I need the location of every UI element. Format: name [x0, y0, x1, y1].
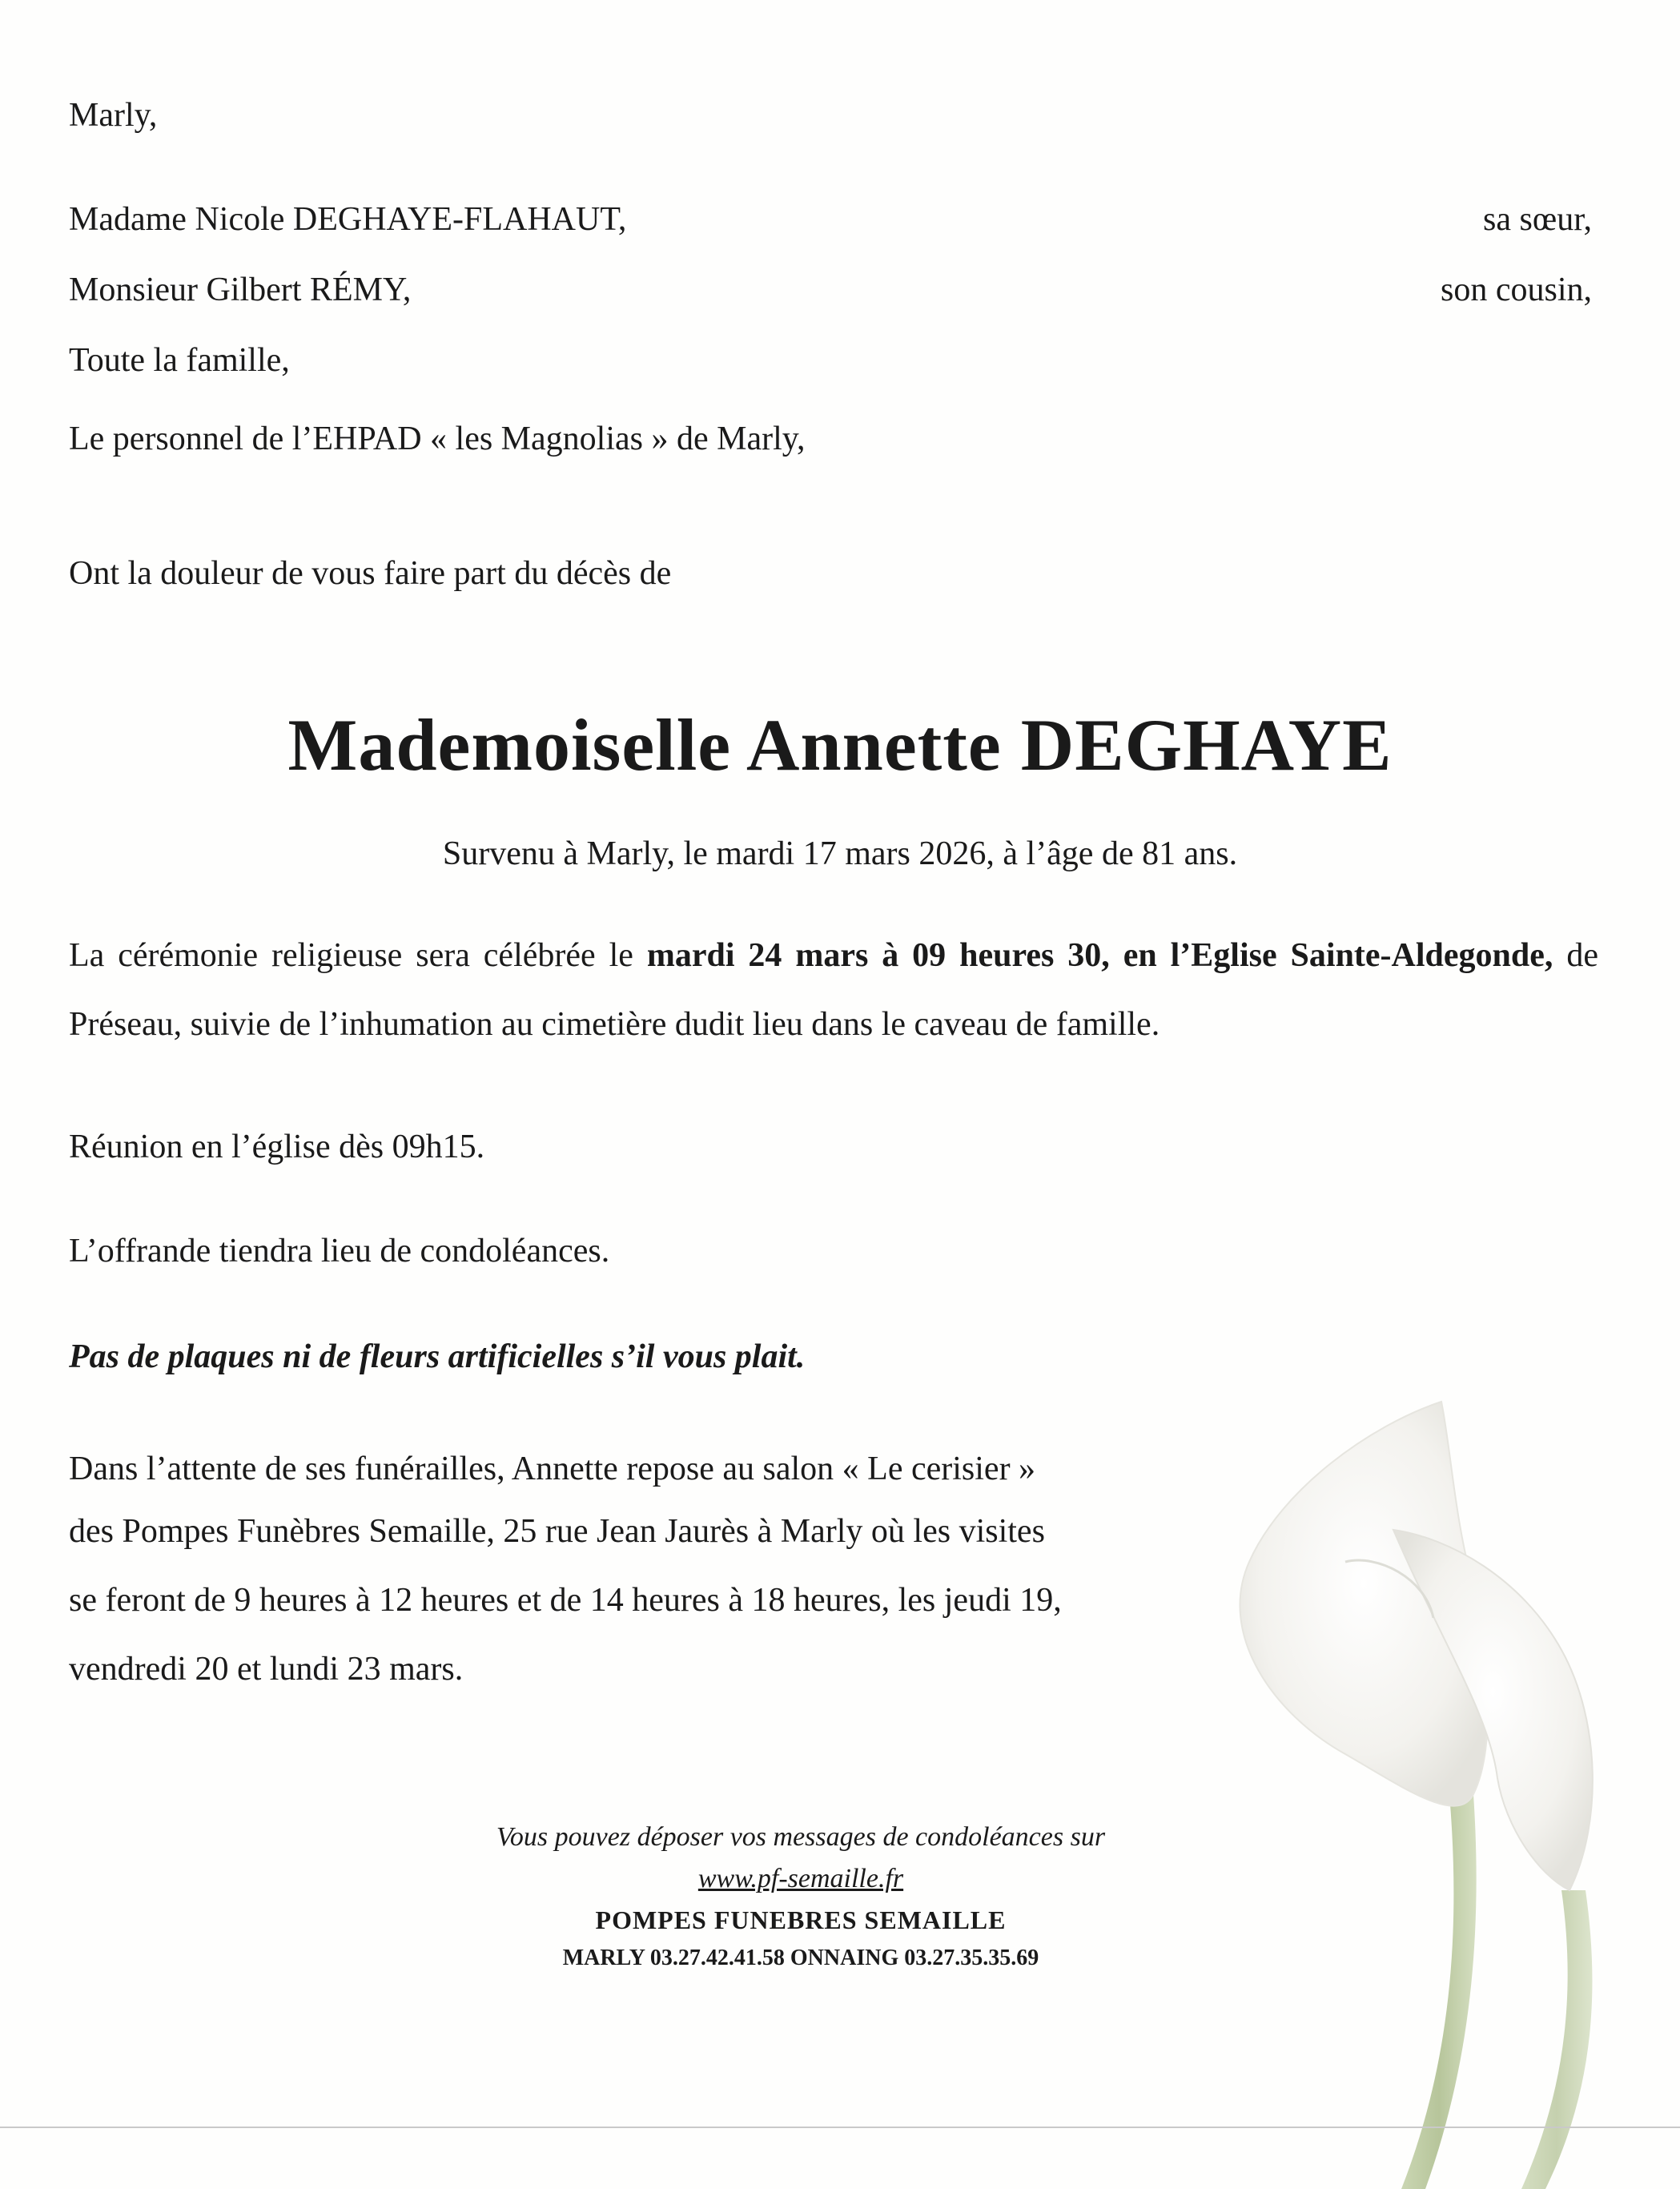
- website-link[interactable]: www.pf-semaille.fr: [697, 1864, 904, 1893]
- ceremony-rest: de Préseau, suivie de l’inhumation au cimetière dudit lieu dans le caveau de famille.: [69, 937, 1598, 1043]
- visits-line: vendredi 20 et lundi 23 mars.: [69, 1651, 464, 1688]
- death-info: Survenu à Marly, le mardi 17 mars 2026, à l’âge de 81 ans.: [442, 835, 1238, 872]
- no-flowers-notice: Pas de plaques ni de fleurs artificielles s’il vous plait.: [69, 1338, 806, 1375]
- family-member-name: Toute la famille,: [69, 342, 290, 379]
- ceremony-date-place: mardi 24 mars à 09 heures 30, en l’Eglise Sainte-Aldegonde,: [646, 937, 1553, 974]
- calla-lily-icon: [1185, 1378, 1634, 2189]
- announcement-text: Ont la douleur de vous faire part du décès de: [69, 555, 672, 592]
- footer: [0, 1817, 1602, 1977]
- footer-message: Vous pouvez déposer vos messages de condoléances sur: [496, 1822, 1106, 1852]
- family-member-name: Madame Nicole DEGHAYE-FLAHAUT,: [69, 201, 627, 238]
- company-phones: MARLY 03.27.42.41.58 ONNAING 03.27.35.35.69: [562, 1946, 1039, 1970]
- ceremony-intro: La cérémonie religieuse sera célébrée le: [69, 937, 647, 974]
- meeting-info: Réunion en l’église dès 09h15.: [69, 1129, 485, 1165]
- family-member-relation: sa sœur,: [1483, 201, 1592, 238]
- family-member-name: Le personnel de l’EHPAD « les Magnolias » de Marly,: [69, 420, 806, 457]
- family-member-relation: son cousin,: [1441, 272, 1592, 308]
- visits-line: Dans l’attente de ses funérailles, Annette repose au salon « Le cerisier »: [69, 1451, 1036, 1487]
- bottom-divider: [0, 2127, 1680, 2128]
- ceremony-paragraph: [69, 921, 1598, 1059]
- place-heading: Marly,: [69, 97, 158, 134]
- deceased-name: Mademoiselle Annette DEGHAYE: [287, 704, 1393, 786]
- offering-info: L’offrande tiendra lieu de condoléances.: [69, 1233, 610, 1270]
- visits-line: se feront de 9 heures à 12 heures et de 14 heures à 18 heures, les jeudi 19,: [69, 1582, 1062, 1619]
- company-name: POMPES FUNEBRES SEMAILLE: [595, 1905, 1007, 1934]
- family-member-name: Monsieur Gilbert RÉMY,: [69, 272, 412, 308]
- visits-line: des Pompes Funèbres Semaille, 25 rue Jean Jaurès à Marly où les visites: [69, 1513, 1045, 1550]
